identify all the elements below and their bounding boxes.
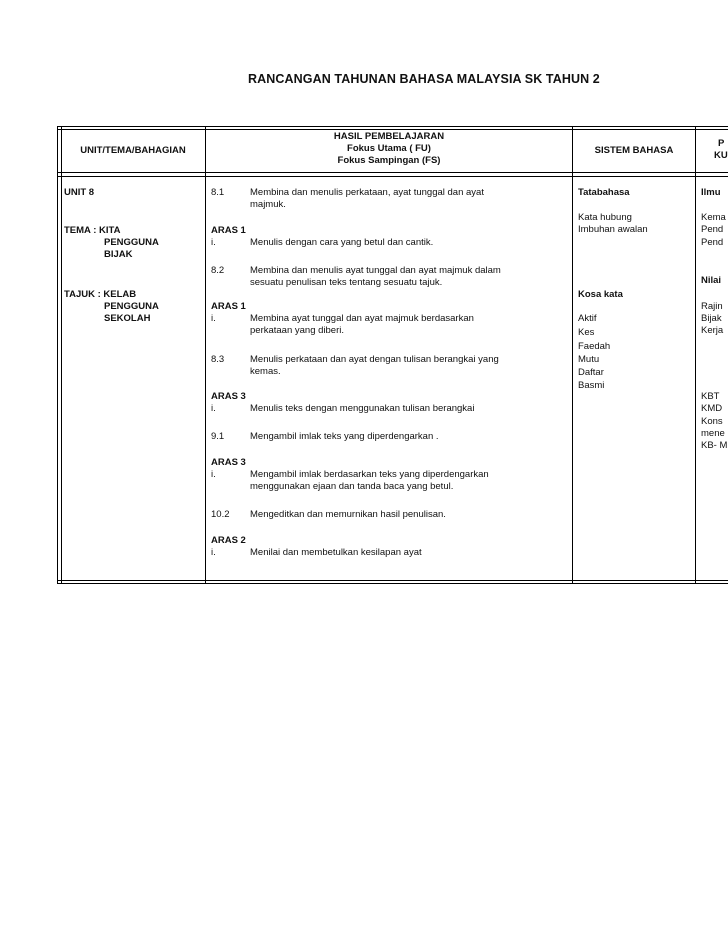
header-divider-double [57, 176, 728, 177]
hasil-num-10-2: 10.2 [211, 509, 230, 520]
hasil-text-aras5: Menilai dan membetulkan kesilapan ayat [250, 547, 422, 558]
last-col-item: KBT [701, 391, 720, 402]
hasil-text-aras4a: Mengambil imlak berdasarkan teks yang diperdengarkan [250, 469, 489, 480]
sistem-kosa-kata: Kosa kata [578, 289, 623, 300]
table-bottom-double-line [57, 580, 728, 581]
hasil-text-9-1: Mengambil imlak teks yang diperdengarkan . [250, 431, 439, 442]
hasil-num-8-3: 8.3 [211, 354, 225, 365]
header-hasil [206, 131, 572, 167]
last-col-item: Pend [701, 237, 724, 248]
page-title: RANCANGAN TAHUNAN BAHASA MALAYSIA SK TAHUN 2 [248, 72, 600, 86]
header-unit: UNIT/TEMA/BAHAGIAN [80, 145, 186, 156]
kosa-kata-item: Basmi [578, 380, 605, 391]
last-col-item: Bijak [701, 313, 722, 324]
header-last-1 [706, 138, 728, 162]
roman-i: i. [211, 403, 216, 414]
kosa-kata-item: Kes [578, 327, 595, 338]
hasil-text-8-1b: majmuk. [250, 199, 286, 210]
tajuk-line3: SEKOLAH [104, 313, 151, 324]
hasil-text-8-1a: Membina dan menulis perkataan, ayat tunggal dan ayat [250, 187, 484, 198]
aras-label: ARAS 1 [211, 301, 246, 312]
roman-i: i. [211, 547, 216, 558]
unit-label: UNIT 8 [64, 187, 95, 198]
aras-label: ARAS 2 [211, 535, 246, 546]
col-divider-3 [695, 126, 696, 584]
sistem-imbuhan: Imbuhan awalan [578, 224, 648, 235]
tema-line2: PENGGUNA [104, 237, 159, 248]
header-sistem: SISTEM BAHASA [594, 145, 674, 156]
last-col-item: mene [701, 428, 725, 439]
roman-i: i. [211, 237, 216, 248]
hasil-text-8-2a: Membina dan menulis ayat tunggal dan ayat majmuk dalam [250, 265, 501, 276]
last-col-item: Rajin [701, 301, 723, 312]
last-col-item: Kons [701, 416, 723, 427]
header-hasil-line1: HASIL PEMBELAJARAN [333, 131, 445, 142]
tajuk-line2: PENGGUNA [104, 301, 159, 312]
roman-i: i. [211, 313, 216, 324]
tajuk-line1: TAJUK : KELAB [64, 289, 137, 300]
kosa-kata-item: Faedah [578, 341, 611, 352]
last-col-item: Pend [701, 224, 724, 235]
header-divider [57, 172, 728, 173]
aras-label: ARAS 3 [211, 391, 246, 402]
hasil-text-aras2a: Membina ayat tunggal dan ayat majmuk berdasarkan [250, 313, 474, 324]
last-col-item: KMD [701, 403, 723, 414]
hasil-text-aras3: Menulis teks dengan menggunakan tulisan berangkai [250, 403, 475, 414]
hasil-text-aras4b: menggunakan ejaan dan tanda baca yang betul. [250, 481, 454, 492]
hasil-num-9-1: 9.1 [211, 431, 225, 442]
col-divider-1 [205, 126, 206, 584]
header-last-line2: KU [714, 150, 728, 161]
hasil-text-8-3a: Menulis perkataan dan ayat dengan tulisan berangkai yang [250, 354, 499, 365]
hasil-text-aras2b: perkataan yang diberi. [250, 325, 345, 336]
last-col-item: KB- M [701, 440, 728, 451]
hasil-num-8-2: 8.2 [211, 265, 225, 276]
header-last-line1: P [718, 138, 725, 149]
last-col-ilmu: Ilmu [701, 187, 721, 198]
tema-line3: BIJAK [104, 249, 133, 260]
aras-label: ARAS 3 [211, 457, 246, 468]
hasil-text-8-3b: kemas. [250, 366, 281, 377]
col-divider-2 [572, 126, 573, 584]
hasil-text-aras1: Menulis dengan cara yang betul dan cantik. [250, 237, 434, 248]
last-col-nilai: Nilai [701, 275, 722, 286]
kosa-kata-item: Aktif [578, 313, 597, 324]
last-col-item: Kema [701, 212, 726, 223]
hasil-text-8-2b: sesuatu penulisan teks tentang sesuatu tajuk. [250, 277, 443, 288]
table-top-double-line [57, 129, 728, 130]
sistem-kata-hubung: Kata hubung [578, 212, 632, 223]
sistem-tatabahasa: Tatabahasa [578, 187, 630, 198]
header-hasil-line3: Fokus Sampingan (FS) [337, 155, 441, 166]
kosa-kata-item: Daftar [578, 367, 604, 378]
header-hasil-line2: Fokus Utama ( FU) [347, 143, 431, 154]
tema-line1: TEMA : KITA [64, 225, 121, 236]
hasil-num-8-1: 8.1 [211, 187, 225, 198]
roman-i: i. [211, 469, 216, 480]
left-border-double [61, 126, 62, 584]
aras-label: ARAS 1 [211, 225, 246, 236]
last-col-item: Kerja [701, 325, 724, 336]
kosa-kata-item: Mutu [578, 354, 600, 365]
hasil-text-10-2: Mengeditkan dan memurnikan hasil penulisan. [250, 509, 446, 520]
